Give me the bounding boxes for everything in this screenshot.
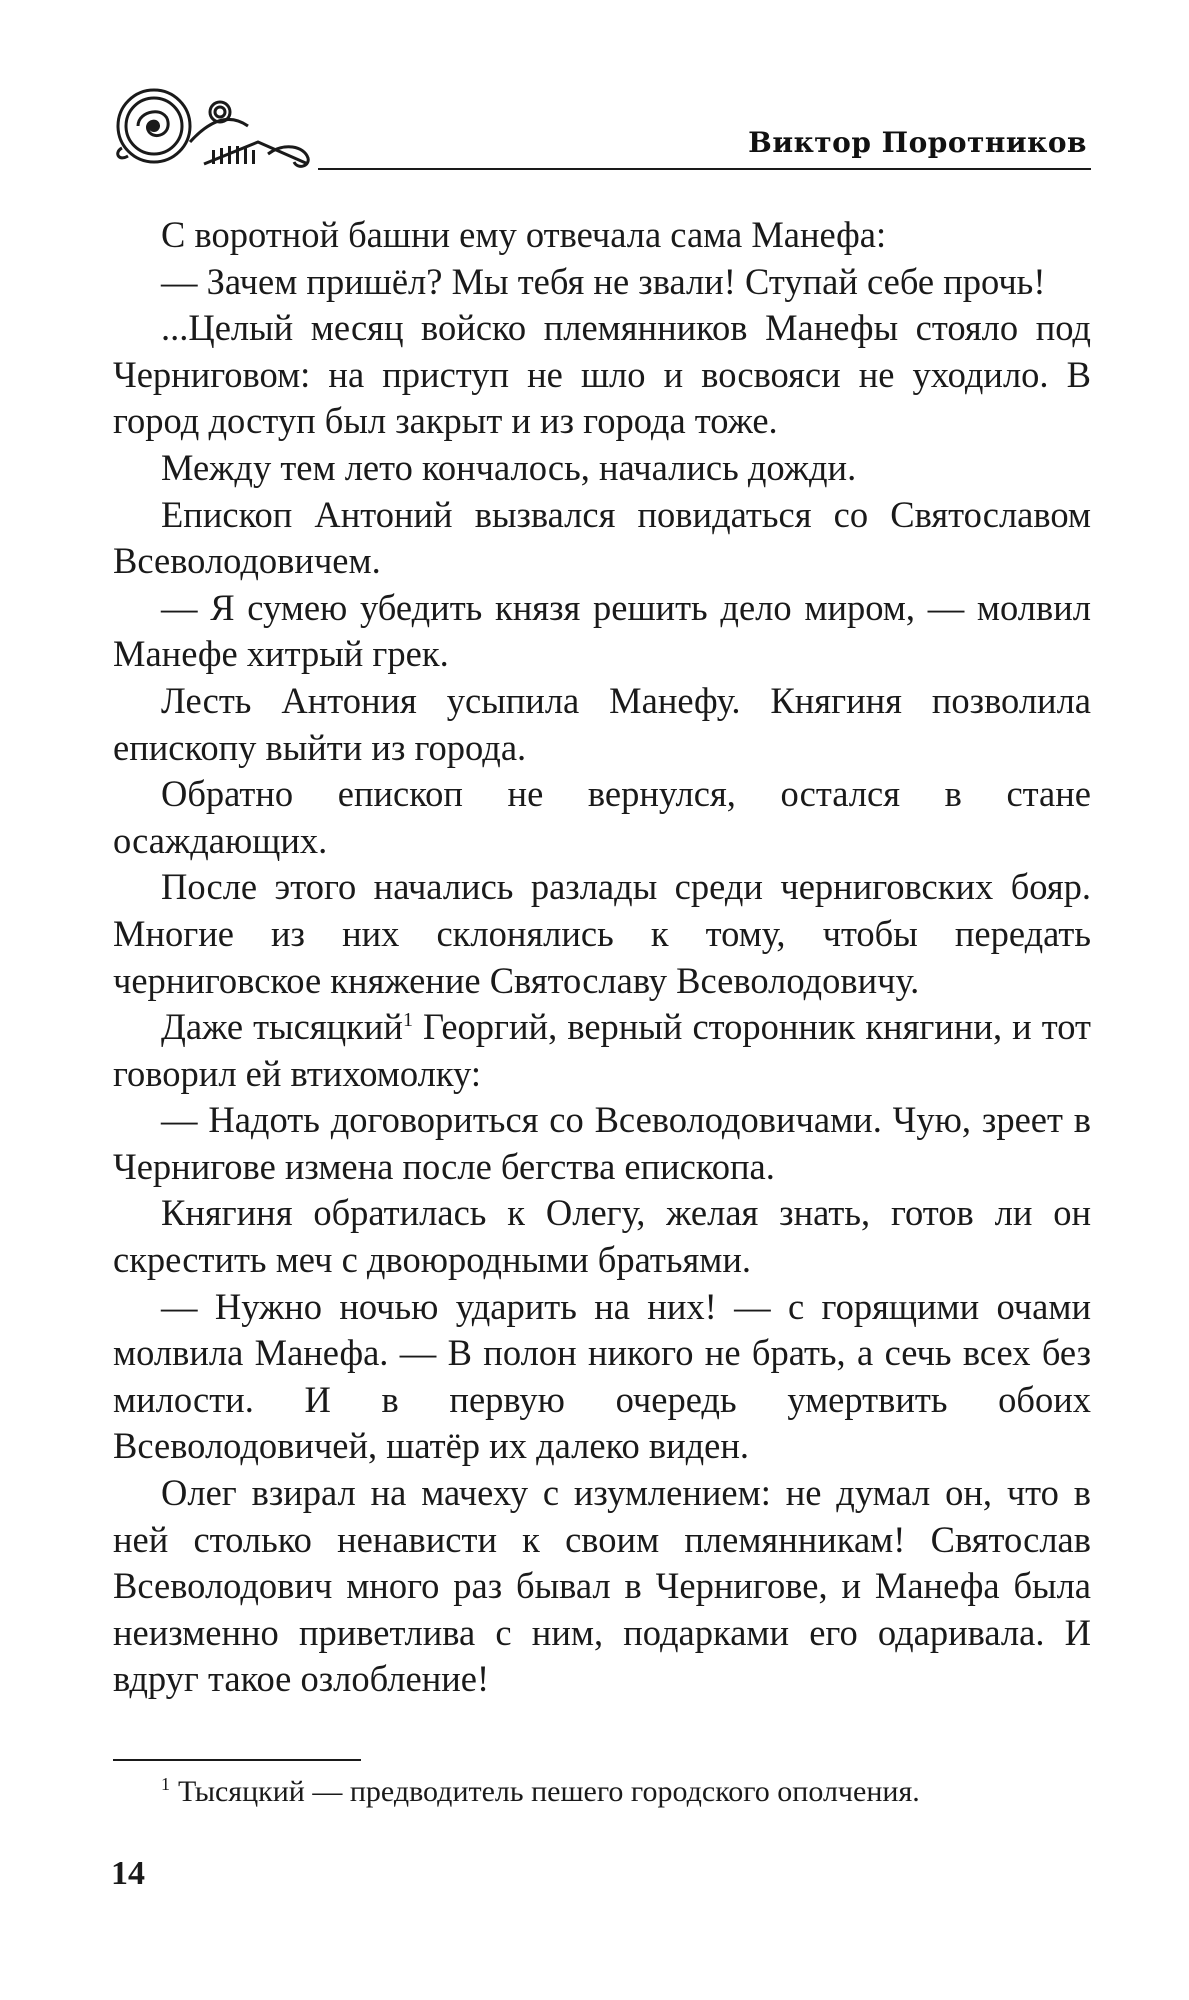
footnote-reference: 1 [402,1008,413,1031]
paragraph: Олег взирал на мачеху с изумлением: не думал он, что в ней столько ненависти к своим племянникам! Святослав Всеволодович много раз бывал в Чернигове, и Манефа была неизменно приветлива с ним, подарками его одаривала. И вдруг такое озлобление! [113,1472,1091,1700]
paragraph: — Зачем пришёл? Мы тебя не звали! Ступай себе прочь! [161,260,1046,302]
paragraph: Между тем лето кончалось, начались дожди. [161,446,857,488]
paragraph: Епископ Антоний вызвался повидаться со Святославом Всеволодовичем. [113,493,1091,582]
scroll-ornament-icon [108,82,338,174]
header-rule [318,168,1091,170]
paragraph: С воротной башни ему отвечала сама Манефа: [161,214,887,255]
paragraph-with-footnote [113,1004,1091,1097]
paragraph: — Надоть договориться со Всеволодовичами. Чую, зреет в Чернигове измена после бегства епископа. [113,1099,1091,1187]
body-text [113,212,1091,1703]
paragraph: — Нужно ночью ударить на них! — с горящими очами молвила Манефа. — В полон никого не брать, а сечь всех без милости. И в первую очередь умертвить обоих Всеволодовичей, шатёр их далеко виден. [113,1285,1091,1467]
paragraph-start: Даже тысяцкий [161,1006,403,1048]
footnote-rule [113,1759,361,1761]
footnote [161,1773,920,1811]
paragraph: ...Целый месяц войско племянников Манефы стояло под Черниговом: на приступ не шло и восвояси не уходило. В город доступ был закрыт и из города тоже. [113,307,1091,442]
paragraph-end: Георгий, верный сторонник княгини, и тот говорил ей втихомолку: [113,1006,1091,1094]
page-header [108,82,1091,174]
paragraph: Обратно епископ не вернулся, остался в стане осаждающих. [113,773,1091,861]
paragraph: — Я сумею убедить князя решить дело миром, — молвил Манефе хитрый грек. [113,586,1091,675]
paragraph: Лесть Антония усыпила Манефу. Княгиня позволила епископу выйти из города. [113,679,1091,768]
paragraph: После этого начались разлады среди черниговских бояр. Многие из них склонялись к тому, чтобы передать черниговское княжение Святославу Всеволодовичу. [113,866,1091,1001]
running-head: Виктор Поротников [748,126,1087,159]
footnote-marker: 1 [161,1774,170,1794]
page-number: 14 [111,1855,145,1892]
paragraph: Княгиня обратилась к Олегу, желая знать, готов ли он скрестить меч с двоюродными братьями. [113,1192,1091,1281]
footnote-text: Тысяцкий — предводитель пешего городского ополчения. [178,1775,920,1808]
